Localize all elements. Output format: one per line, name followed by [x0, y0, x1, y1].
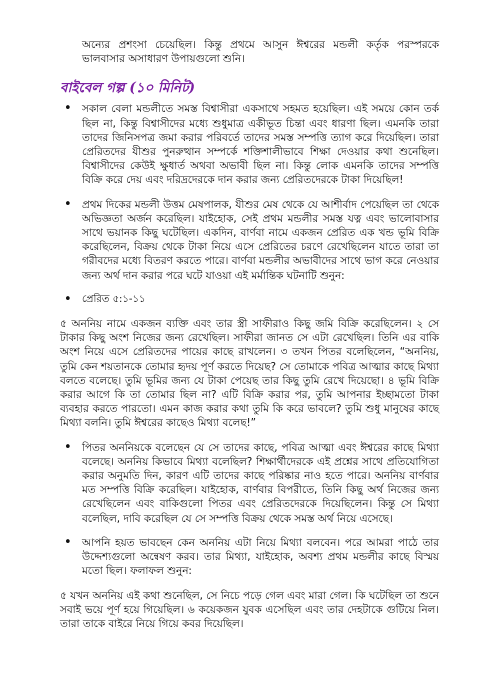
reference-text: • প্রেরিত ৫:১-১১: [82, 293, 146, 305]
bullet-paragraph-1: [60, 102, 439, 187]
bullet-paragraph-4: [60, 536, 439, 579]
bullet-paragraph-3: [60, 441, 439, 526]
bullet-1-text: • সকাল বেলা মন্ডলীতে সমস্ত বিশ্বাসীরা একসাথে সহমত হয়েছিল। এই সময়ে কোন তর্ক ছিল না, কিন্তু বিশ্বাসীদের মধ্যে শুধুমাত্র একীভূত চিন্তা এবং ধারণা ছিল। এমনকি তারা তাদের জিনিসপত্র জমা করার পরিবর্তে তাদের সমস্ত সম্পত্তি ত্যাগ করে দিয়েছিল। তারা প্রেরিতদের যীশুর পুনরুত্থান সম্পর্কে শক্তিশালীভাবে শিক্ষা দেওয়ার কথা শুনেছিল। বিশ্বাসীদের কেউই ক্ষুধার্ত অথবা অভাবী ছিল না। কিন্তু লোক এমনকি তাদের সম্পত্তি বিক্রি করে দেয় এবং দরিদ্রদেরকে দান করার জন্য প্রেরিতদেরকে টাকা দিয়েছিল!: [82, 103, 439, 187]
bullet-4-text: • আপনি হয়ত ভাবছেন কেন অননিয় এটা নিয়ে মিথ্যা বলবেন। পরে আমরা পাঠে তার উদ্দেশ্যগুলো অন্বেষণ করব। তার মিথ্যা, যাইহোক, অবশ্য প্রথম মন্ডলীর কাছে বিস্ময় মতো ছিল। ফলাফল শুনুন:: [82, 536, 439, 578]
bullet-3-text: • পিতর অননিয়কে বলেছেন যে সে তাদের কাছে, পবিত্র আত্মা এবং ঈশ্বরের কাছে মিথ্যা বলেছে। অননিয় কিভাবে মিথ্যা বলেছিল? শিক্ষার্থীদেরকে এই প্রশ্নের সাথে প্রতিযোগিতা করার অনুমতি দিন, কারণ এটি তাদের কাছে পরিষ্কার নাও হতে পারে। অননিয় বার্ণবার মত সম্পত্তি বিক্রি করেছিল। যাইহোক, বার্ণবার বিপরীতে, তিনি কিছু অর্থ নিজের জন্য রেখেছিলেন এবং বাকিগুলো পিতর এবং প্রেরিতদেরকে দিয়েছিলেন। কিন্তু সে মিথ্যা বলেছিল, দাবি করেছিল যে সে সম্পত্তি বিক্রয় থেকে সমস্ত অর্থ নিয়ে এসেছে।: [82, 441, 439, 525]
scripture-passage: ৫ অননিয় নামে একজন ব্যক্তি এবং তার স্ত্রী সাফীরাও কিছু জমি বিক্রি করেছিলেন। ২ সে টাকার কিছু অংশ নিজের জন্য রেখেছিল। সাফীরা জানত সে এটা রেখেছিল। তিনি এর বাকি অংশ নিয়ে এসে প্রেরিতদের পায়ের কাছে রাখলেন। ৩ তখন পিতর বলেছিলেন, “অননিয়, তুমি কেন শয়তানকে তোমার হৃদয় পূর্ণ করতে দিয়েছ? সে তোমাকে পবিত্র আত্মার কাছে মিথ্যা বলতে বলেছে। তুমি ভূমির জন্য যে টাকা পেয়েছ তার কিছু তুমি রেখে দিয়েছো। ৪ ভূমি বিক্রি করার আগে কি তা তোমার ছিল না? এটি বিক্রি করার পর, তুমি আপনার ইচ্ছামতো টাকা ব্যবহার করতে পারতো। এমন কাজ করার কথা তুমি কি করে ভাবলে? তুমি শুধু মানুষের কাছে মিথ্যা বলনি। তুমি ঈশ্বরের কাছেও মিথ্যা বলেছ!”: [60, 318, 439, 430]
bullet-list-top: [60, 102, 439, 307]
bullet-paragraph-2: [60, 198, 439, 283]
scripture-reference: [60, 293, 439, 307]
intro-paragraph: অন্যের প্রশংসা চেয়েছিল। কিন্তু প্রথমে আসুন ঈশ্বরের মন্ডলী কর্তৃক পরস্পরকে ভালবাসার অসাধারণ উপায়গুলো শুনি।: [82, 39, 439, 66]
bullet-list-bottom: [60, 441, 439, 579]
bullet-2-text: • প্রথম দিকের মন্ডলী উত্তম মেষপালক, যীশুর মেষ থেকে যে আশীর্বাদ পেয়েছিল তা থেকে অভিজ্ঞতা অর্জন করেছিল। যাইহোক, সেই প্রথম মন্ডলীর সমস্ত যত্ন এবং ভালোবাসার সাথে ভয়ানক কিছু ঘটেছিল। একদিন, বার্ণবা নামে একজন প্রেরিত এক খন্ড ভূমি বিক্রি করেছিলেন, বিক্রয় থেকে টাকা নিয়ে এসে প্রেরিতের চরণে রেখেছিলেন যাতে তারা তা গরীবদের মধ্যে বিতরণ করতে পারে। বার্ণবা মন্ডলীর অভাবীদের সাথে ভাগ করে নেওয়ার জন্য অর্থ দান করার পরে ঘটে যাওয়া এই মর্মান্তিক ঘটনাটি শুনুন:: [82, 198, 439, 282]
closing-scripture: ৫ যখন অননিয় এই কথা শুনেছিল, সে নিচে পড়ে গেল এবং মারা গেল। কি ঘটেছিল তা শুনে সবাই ভয়ে পূর্ণ হয়ে গিয়েছিল। ৬ কয়েকজন যুবক এসেছিল এবং তার দেহটাকে গুটিয়ে নিল। তারা তাকে বাইরে নিয়ে গিয়ে কবর দিয়েছিল।: [60, 589, 439, 630]
section-heading: বাইবেল গল্প (১০ মিনিট): [60, 80, 195, 97]
